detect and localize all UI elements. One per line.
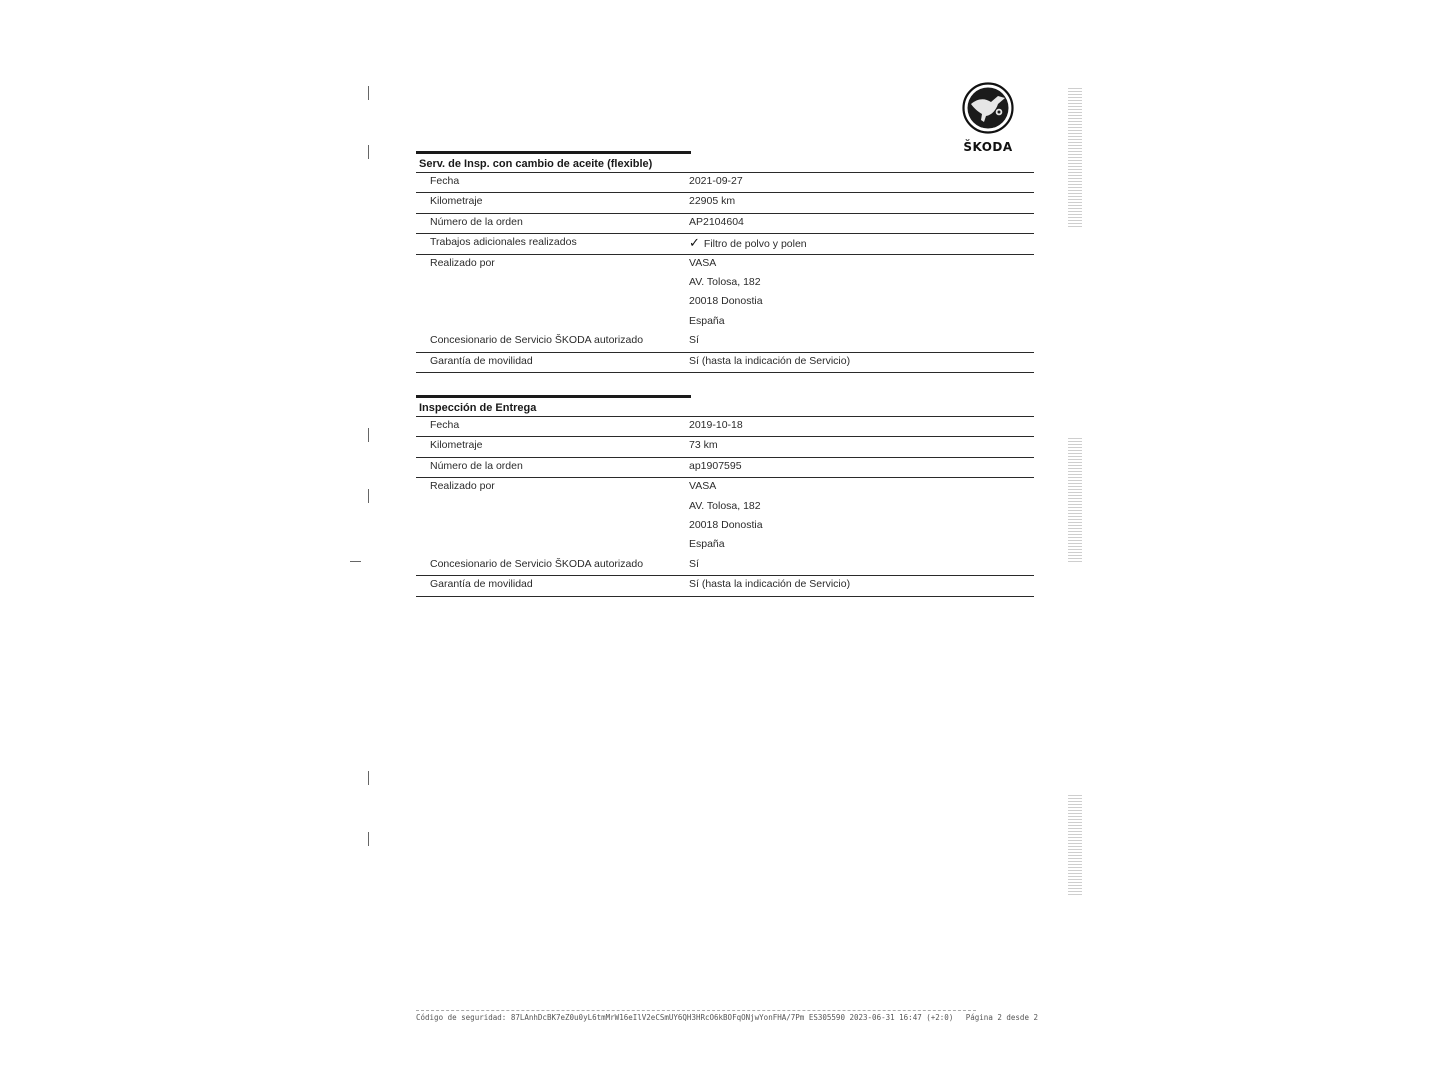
row-label: Número de la orden xyxy=(430,215,523,228)
scan-mark xyxy=(368,86,369,100)
security-code: Código de seguridad: 87LAnhDcBK7eZ0u0yL6tmMrW16eIlV2eCSmUY6QH3HRcO6kBOFqONjwYonFHA/7Pm ES305590 2023-06-31 16:47 (+2:0) xyxy=(416,1013,954,1022)
row-value xyxy=(689,478,1034,556)
value-line: España xyxy=(689,314,725,327)
row-label: Concesionario de Servicio ŠKODA autorizado xyxy=(430,557,644,570)
value-line: Sí xyxy=(689,334,699,347)
row-value xyxy=(689,458,1034,477)
value-line: 20018 Donostia xyxy=(689,518,763,531)
value-line: AV. Tolosa, 182 xyxy=(689,499,761,512)
service-record-delivery-inspection xyxy=(416,395,1034,597)
table-row xyxy=(416,416,1034,436)
value-line: VASA xyxy=(689,256,717,269)
row-value xyxy=(689,234,1034,253)
section-title: Serv. de Insp. con cambio de aceite (flexible) xyxy=(416,151,691,172)
table-row xyxy=(416,556,1034,575)
table-row xyxy=(416,457,1034,477)
table-row xyxy=(416,352,1034,373)
table-row xyxy=(416,192,1034,212)
value-line: 20018 Donostia xyxy=(689,295,763,308)
value-line: Sí (hasta la indicación de Servicio) xyxy=(689,354,851,367)
brand-name: ŠKODA xyxy=(963,140,1013,154)
table-row xyxy=(416,436,1034,456)
row-label: Realizado por xyxy=(430,256,495,269)
scan-noise xyxy=(1068,88,1082,228)
page-number: Página 2 desde 2 xyxy=(965,1013,1038,1022)
row-label: Realizado por xyxy=(430,480,495,493)
value-line xyxy=(689,234,1034,253)
value-line: Sí xyxy=(689,557,699,570)
table-row xyxy=(416,332,1034,351)
value-line: Sí (hasta la indicación de Servicio) xyxy=(689,578,851,591)
row-label: Kilometraje xyxy=(430,195,483,208)
value-line: 2019-10-18 xyxy=(689,419,743,431)
row-value xyxy=(689,255,1034,333)
scan-mark xyxy=(368,428,369,442)
row-value xyxy=(689,173,1034,192)
value-line: ap1907595 xyxy=(689,459,742,472)
table-row xyxy=(416,477,1034,556)
row-label: Trabajos adicionales realizados xyxy=(430,236,577,249)
table-row xyxy=(416,172,1034,192)
row-label: Garantía de movilidad xyxy=(430,578,533,591)
table-row xyxy=(416,213,1034,233)
skoda-arrow-logo-icon xyxy=(962,82,1014,134)
row-value xyxy=(689,353,1034,372)
checkmark-icon: ✓ xyxy=(689,235,700,251)
scan-mark xyxy=(368,832,369,846)
row-label: Fecha xyxy=(430,419,460,431)
section-title: Inspección de Entrega xyxy=(416,395,691,416)
row-value xyxy=(689,437,1034,456)
service-record-oil-change xyxy=(416,151,1034,373)
value-line: AP2104604 xyxy=(689,215,744,228)
scan-noise xyxy=(1068,438,1082,563)
value-line: 2021-09-27 xyxy=(689,175,743,187)
row-label: Kilometraje xyxy=(430,439,483,452)
scan-mark xyxy=(368,771,369,785)
row-value xyxy=(689,576,1034,595)
footer-divider xyxy=(416,1010,976,1011)
value-line: AV. Tolosa, 182 xyxy=(689,275,761,288)
record-table xyxy=(416,416,1034,597)
row-label: Garantía de movilidad xyxy=(430,354,533,367)
value-line: España xyxy=(689,538,725,551)
scan-mark xyxy=(350,561,361,562)
page-footer xyxy=(416,1010,1038,1022)
value-line: 22905 km xyxy=(689,195,736,208)
skoda-logo xyxy=(957,82,1019,154)
row-value xyxy=(689,332,1034,351)
value-text: Filtro de polvo y polen xyxy=(703,238,807,251)
table-row xyxy=(416,233,1034,253)
record-table xyxy=(416,172,1034,373)
row-label: Concesionario de Servicio ŠKODA autorizado xyxy=(430,334,644,347)
table-row xyxy=(416,575,1034,596)
row-value xyxy=(689,214,1034,233)
value-line: 73 km xyxy=(689,439,718,452)
row-label: Fecha xyxy=(430,175,460,187)
row-value xyxy=(689,193,1034,212)
scan-noise xyxy=(1068,795,1082,895)
scan-mark xyxy=(368,489,369,503)
table-row xyxy=(416,254,1034,333)
row-value xyxy=(689,556,1034,575)
row-label: Número de la orden xyxy=(430,459,523,472)
row-value xyxy=(689,417,1034,436)
value-line: VASA xyxy=(689,480,717,493)
scan-mark xyxy=(368,145,369,159)
